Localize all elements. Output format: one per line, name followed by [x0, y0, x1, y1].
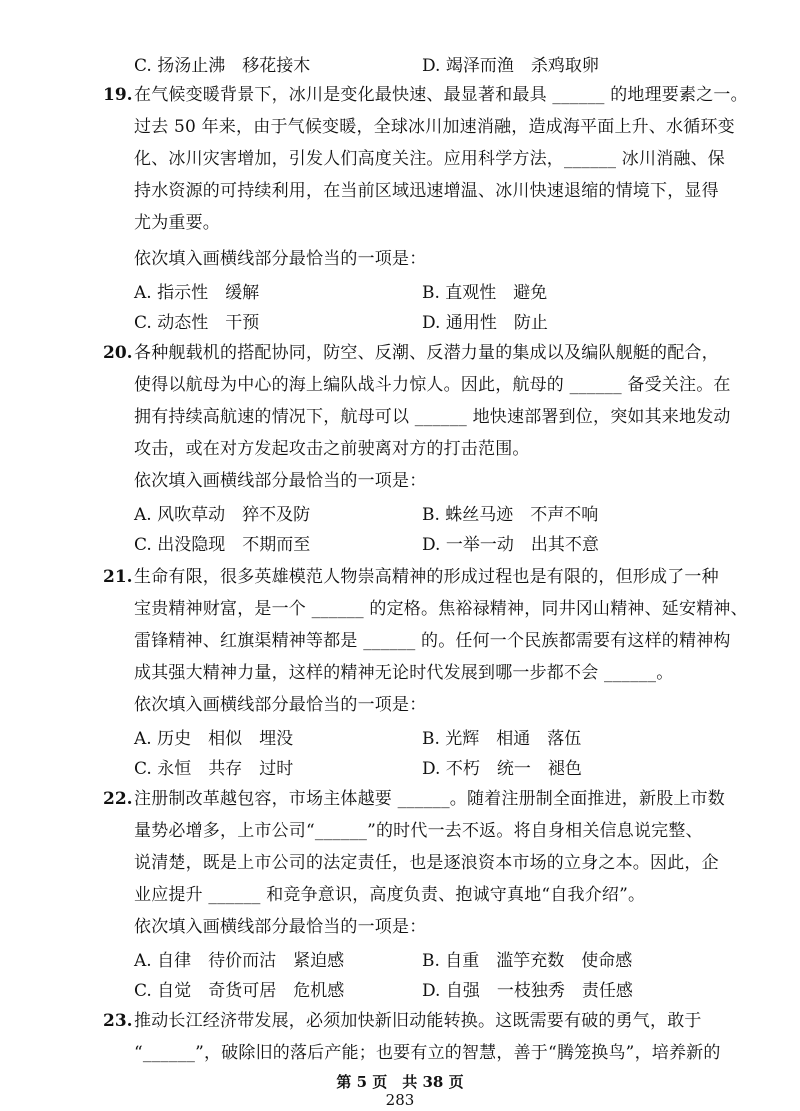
option-c: C. 自觉 奇货可居 危机感: [134, 981, 345, 1001]
page-number: 283: [385, 1091, 415, 1109]
option-d: D. 一举一动 出其不意: [422, 535, 599, 555]
question-line: 业应提升 ______ 和竞争意识，高度负责、抱诚守真地“自我介绍”。: [134, 885, 646, 905]
question-prompt: 依次填入画横线部分最恰当的一项是：: [134, 917, 427, 937]
question-line: 宝贵精神财富，是一个 ______ 的定格。焦裕禄精神，同井冈山精神、延安精神、: [134, 599, 748, 619]
question-line: “______”，破除旧的落后产能；也要有立的智慧，善于“腾笼换鸟”，培养新的: [134, 1043, 721, 1063]
option-b: B. 蛛丝马迹 不声不响: [422, 505, 599, 525]
page-label-text: 第 5 页 共 38 页: [336, 1073, 464, 1091]
question-number: 22.: [103, 789, 133, 809]
question-line: 持水资源的可持续利用，在当前区域迅速增温、冰川快速退缩的情境下，显得: [134, 181, 719, 201]
question-line: 化、冰川灾害增加，引发人们高度关注。应用科学方法，______ 冰川消融、保: [134, 149, 726, 169]
question-line: 尤为重要。: [134, 213, 220, 233]
option-c: C. 扬汤止沸 移花接木: [134, 56, 311, 76]
question-number: 19.: [103, 85, 133, 105]
option-d: D. 竭泽而渔 杀鸡取卵: [422, 56, 599, 76]
question-prompt: 依次填入画横线部分最恰当的一项是：: [134, 695, 427, 715]
question-number: 20.: [103, 343, 133, 363]
option-b: B. 自重 滥竽充数 使命感: [422, 951, 633, 971]
option-d: D. 通用性 防止: [422, 313, 548, 333]
question-prompt: 依次填入画横线部分最恰当的一项是：: [134, 249, 427, 269]
question-line: 各种舰载机的搭配协同，防空、反潮、反潜力量的集成以及编队舰艇的配合，: [134, 343, 719, 363]
question-line: 雷锋精神、红旗渠精神等都是 ______ 的。任何一个民族都需要有这样的精神构: [134, 631, 731, 651]
option-a: A. 历史 相似 埋没: [134, 729, 294, 749]
option-b: B. 光辉 相通 落伍: [422, 729, 582, 749]
option-b: B. 直观性 避免: [422, 283, 548, 303]
question-line: 使得以航母为中心的海上编队战斗力惊人。因此，航母的 ______ 备受关注。在: [134, 375, 731, 395]
question-line: 量势必增多，上市公司“______”的时代一去不返。将自身相关信息说完整、: [134, 821, 703, 841]
question-line: 生命有限，很多英雄模范人物崇高精神的形成过程也是有限的，但形成了一种: [134, 567, 719, 587]
page-label: [0, 1072, 800, 1092]
option-a: A. 指示性 缓解: [134, 283, 260, 303]
question-line: 成其强大精神力量，这样的精神无论时代发展到哪一步都不会 ______。: [134, 663, 674, 683]
question-line: 注册制改革越包容，市场主体越要 ______。随着注册制全面推进，新股上市数: [134, 789, 726, 809]
option-a: A. 自律 待价而沽 紧迫感: [134, 951, 345, 971]
question-line: 过去 50 年来，由于气候变暖，全球冰川加速消融，造成海平面上升、水循环变: [134, 117, 735, 137]
question-number: 21.: [103, 567, 133, 587]
question-prompt: 依次填入画横线部分最恰当的一项是：: [134, 471, 427, 491]
option-c: C. 动态性 干预: [134, 313, 260, 333]
option-c: C. 永恒 共存 过时: [134, 759, 294, 779]
option-a: A. 风吹草动 猝不及防: [134, 505, 311, 525]
question-line: 说清楚，既是上市公司的法定责任，也是逐浪资本市场的立身之本。因此，企: [134, 853, 719, 873]
option-d: D. 自强 一枝独秀 责任感: [422, 981, 633, 1001]
question-number: 23.: [103, 1011, 133, 1031]
option-d: D. 不朽 统一 褪色: [422, 759, 582, 779]
question-line: 在气候变暖背景下，冰川是变化最快速、最显著和最具 ______ 的地理要素之一。: [134, 85, 748, 105]
question-line: 推动长江经济带发展，必须加快新旧动能转换。这既需要有破的勇气，敢于: [134, 1011, 702, 1031]
question-line: 拥有持续高航速的情况下，航母可以 ______ 地快速部署到位，突如其来地发动: [134, 407, 731, 427]
option-c: C. 出没隐现 不期而至: [134, 535, 311, 555]
question-line: 攻击，或在对方发起攻击之前驶离对方的打击范围。: [134, 439, 530, 459]
